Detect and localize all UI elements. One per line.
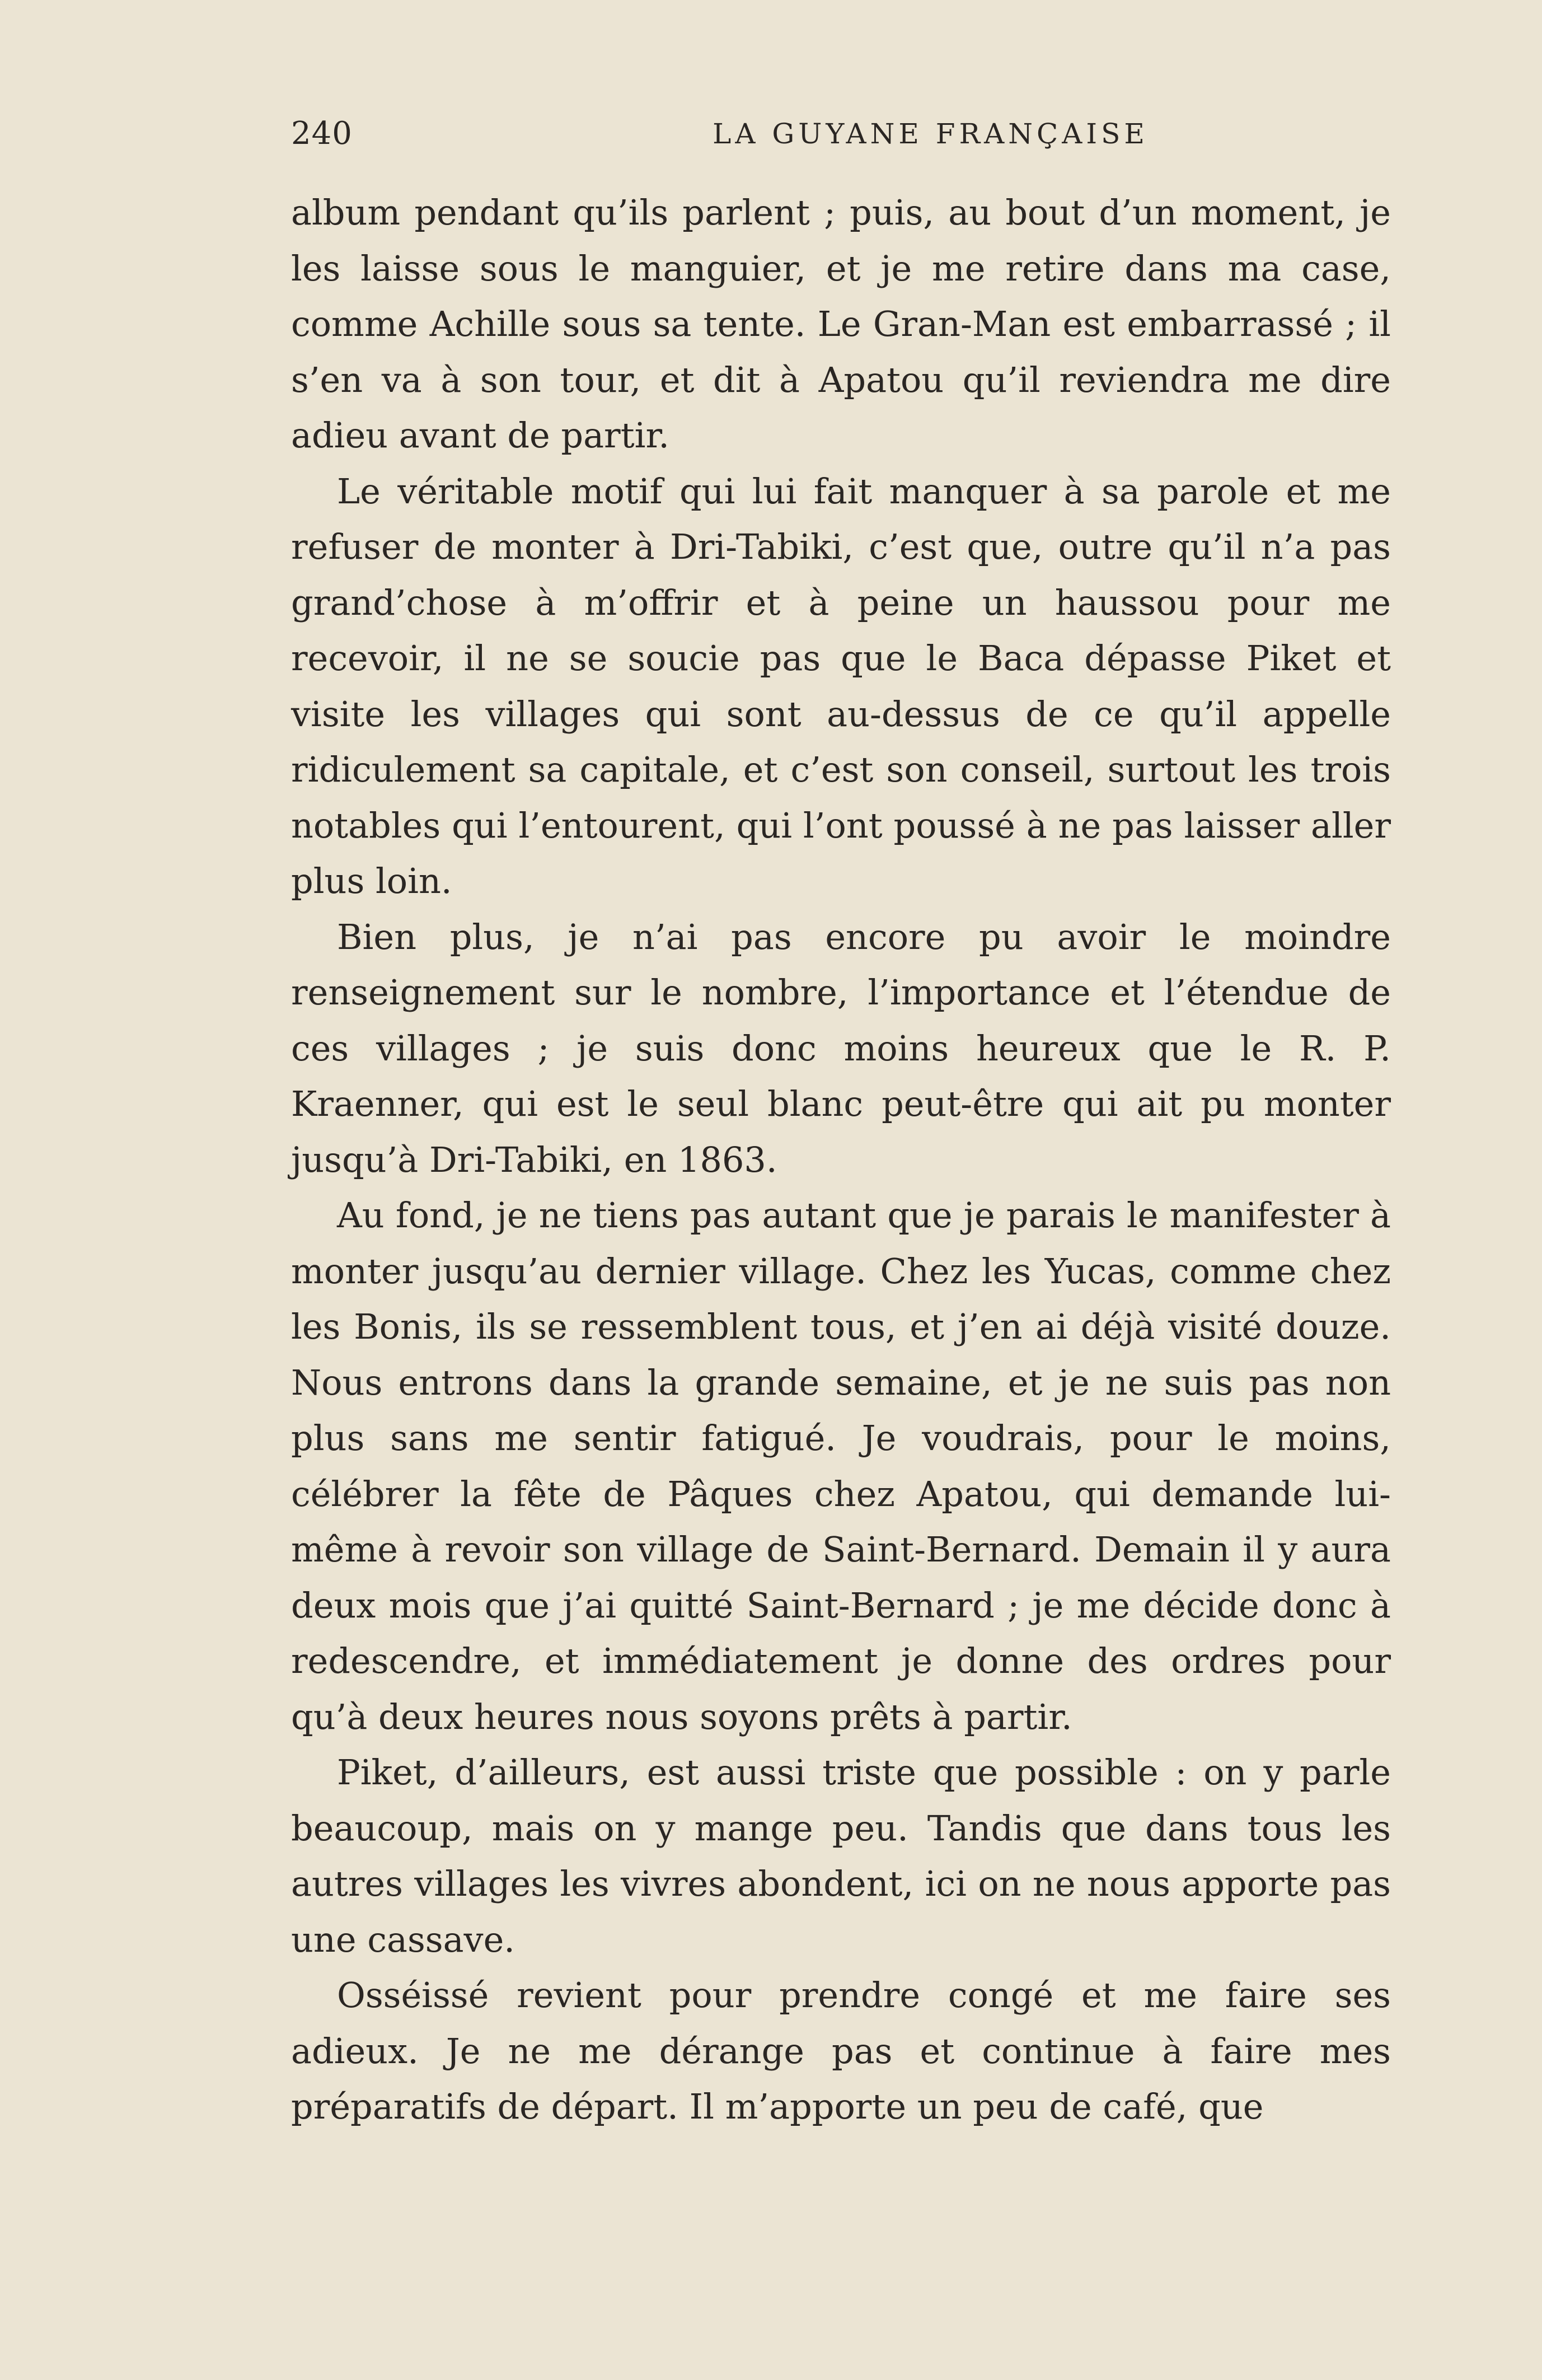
paragraph: Au fond, je ne tiens pas autant que je parais le manifester à monter jusqu’au dernier village. Chez les Yucas, comme chez les Bonis, ils se ressemblent tous, et j’en ai déjà visité douze. Nous entrons dans la grande semaine, et je ne suis pas non plus sans me sentir fatigué. Je voudrais, pour le moins, célébrer la fête de Pâques chez Apatou, qui demande lui-même à revoir son village de Saint-Bernard. Demain il y aura deux mois que j’ai quitté Saint-Bernard ; je me décide donc à redescendre, et immédiatement je donne des ordres pour qu’à deux heures nous soyons prêts à partir. bbox=[291, 1195, 1391, 1737]
running-title: LA GUYANE FRANÇAISE bbox=[713, 118, 1149, 150]
paragraph: Osséissé revient pour prendre congé et me faire ses adieux. Je ne me dérange pas et continue à faire mes préparatifs de départ. Il m’apporte un peu de café, que bbox=[291, 1975, 1391, 2127]
body-text bbox=[291, 185, 1391, 2135]
paragraph: Piket, d’ailleurs, est aussi triste que possible : on y parle beaucoup, mais on y mange peu. Tandis que dans tous les autres villages les vivres abondent, ici on ne nous apporte pas une cassave. bbox=[291, 1752, 1391, 1960]
paragraph: Bien plus, je n’ai pas encore pu avoir le moindre renseignement sur le nombre, l’importance et l’étendue de ces villages ; je suis donc moins heureux que le R. P. Kraenner, qui est le seul blanc peut-être qui ait pu monter jusqu’à Dri-Tabiki, en 1863. bbox=[291, 916, 1391, 1180]
paragraph: Le véritable motif qui lui fait manquer à sa parole et me refuser de monter à Dri-Tabiki, c’est que, outre qu’il n’a pas grand’chose à m’offrir et à peine un haussou pour me recevoir, il ne se soucie pas que le Baca dépasse Piket et visite les villages qui sont au-dessus de ce qu’il appelle ridiculement sa capitale, et c’est son conseil, surtout les trois notables qui l’entourent, qui l’ont poussé à ne pas laisser aller plus loin. bbox=[291, 470, 1391, 901]
page-number: 240 bbox=[291, 115, 353, 152]
paragraph-continuation: album pendant qu’ils parlent ; puis, au bout d’un moment, je les laisse sous le manguier, et je me retire dans ma case, comme Achille sous sa tente. Le Gran-Man est embarrassé ; il s’en va à son tour, et dit à Apatou qu’il reviendra me dire adieu avant de partir. bbox=[291, 192, 1391, 456]
page-header bbox=[291, 110, 1391, 160]
